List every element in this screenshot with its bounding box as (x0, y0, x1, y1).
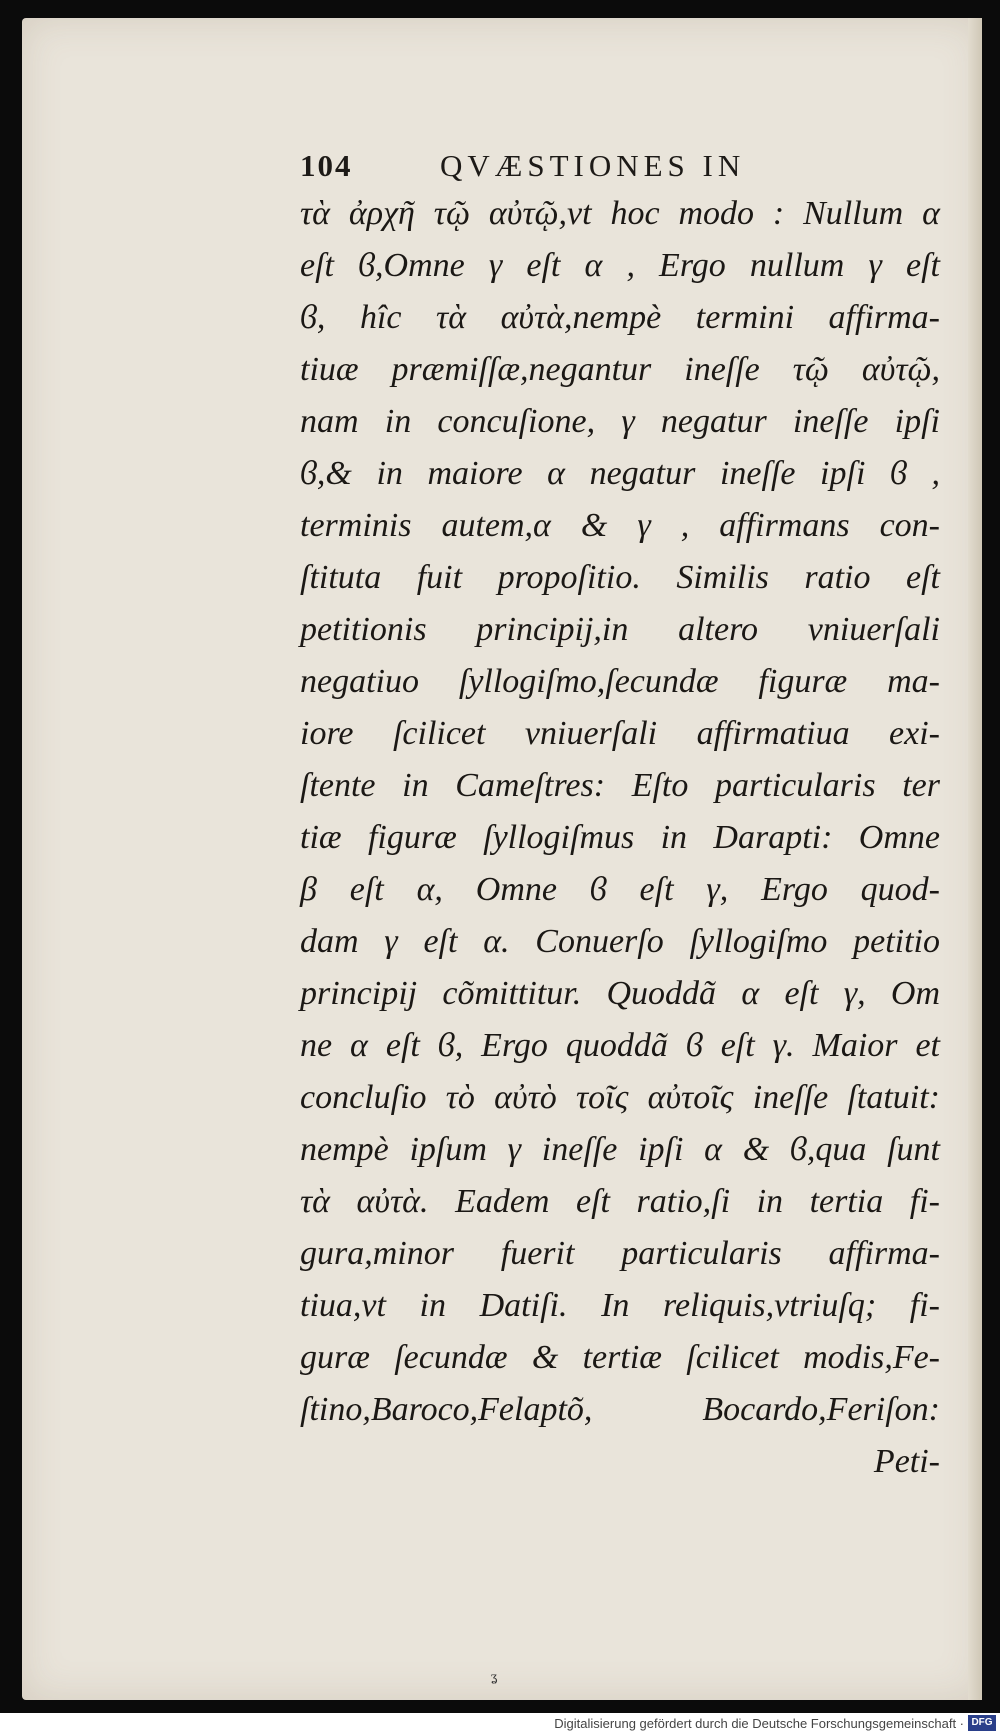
text-line: terminis autem,α & γ , affirmans con- (300, 507, 940, 544)
text-line: principij cõmittitur. Quoddã α eſt γ, Om (300, 975, 940, 1012)
text-line: τὰ αὐτὰ. Eadem eſt ratio,ſi in tertia fi- (300, 1183, 940, 1220)
text-line: nam in concuſione, γ negatur ineſſe ipſi (300, 403, 940, 440)
text-line: tiæ figuræ ſyllogiſmus in Darapti: Omne (300, 819, 940, 856)
page-number: 104 (300, 148, 353, 183)
text-line: gura,minor fuerit particularis affirma- (300, 1235, 940, 1272)
text-line: concluſio τὸ αὐτὸ τοῖς αὐτοῖς ineſſe ſtatuit: (300, 1079, 940, 1116)
text-line: dam γ eſt α. Conuerſo ſyllogiſmo petitio (300, 923, 940, 960)
text-line: tiuæ præmiſſæ,negantur ineſſe τῷ αὐτῷ, (300, 351, 940, 388)
funding-credit: Digitalisierung gefördert durch die Deutsche Forschungsgemeinschaft · (554, 1716, 964, 1731)
text-line: tiua,vt in Datiſi. In reliquis,vtriuſq; fi- (300, 1287, 940, 1324)
text-line: ſtino,Baroco,Felaptõ, Bocardo,Feriſon: (300, 1391, 940, 1428)
text-line: nempè ipſum γ ineſſe ipſi α & ϐ,qua ſunt (300, 1131, 940, 1168)
text-line: iore ſcilicet vniuerſali affirmatiua exi- (300, 715, 940, 752)
running-title: QVÆSTIONES IN (440, 148, 746, 183)
page-header (300, 148, 920, 192)
text-line: ϐ, hîc τὰ αὐτὰ,nempè termini affirma- (300, 299, 940, 336)
page-edge (968, 18, 982, 1700)
body-text (300, 188, 940, 1488)
text-line: τὰ ἀρχῆ τῷ αὐτῷ,vt hoc modo : Nullum α (300, 195, 940, 232)
text-line: ſtituta fuit propoſitio. Similis ratio eſt (300, 559, 940, 596)
text-line: eſt ϐ,Omne γ eſt α , Ergo nullum γ eſt (300, 247, 940, 284)
text-line: β eſt α, Omne ϐ eſt γ, Ergo quod- (300, 871, 940, 908)
catchword: Peti- (873, 1443, 940, 1480)
text-line: ϐ,& in maiore α negatur ineſſe ipſi ϐ , (300, 455, 940, 492)
dfg-logo-icon: DFG (968, 1715, 996, 1731)
text-line: ne α eſt ϐ, Ergo quoddã ϐ eſt γ. Maior et (300, 1027, 940, 1064)
text-line: negatiuo ſyllogiſmo,ſecundæ figuræ ma- (300, 663, 940, 700)
text-line: petitionis principij,in altero vniuerſali (300, 611, 940, 648)
text-line: guræ ſecundæ & tertiæ ſcilicet modis,Fe- (300, 1339, 940, 1376)
digitization-footer (0, 1713, 1000, 1735)
signature-mark: ʓ (490, 1670, 498, 1684)
text-line: ſtente in Cameſtres: Eſto particularis ter (300, 767, 940, 804)
